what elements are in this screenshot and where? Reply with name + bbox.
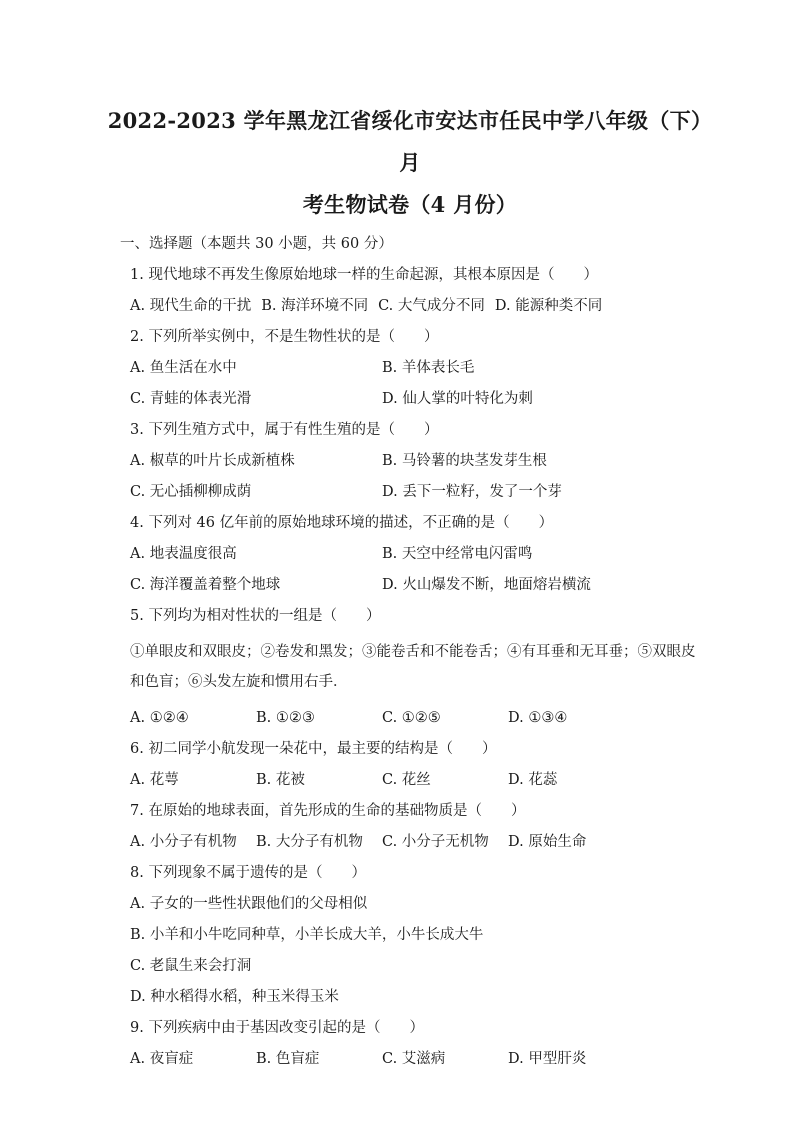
option-b: B. 天空中经常电闪雷鸣 [382, 546, 533, 562]
option-a: A. 花萼 [130, 772, 179, 788]
option-d: D. 能源种类不同 [494, 298, 603, 314]
option-c: C. 青蛙的体表光滑 [130, 391, 252, 407]
option-a: A. 夜盲症 [130, 1051, 194, 1067]
option-b: B. 大分子有机物 [256, 834, 363, 850]
question-options [130, 894, 690, 1007]
option-a: A. 子女的一些性状跟他们的父母相似 [130, 896, 368, 912]
section-heading: 一、选择题（本题共 30 小题，共 60 分） [120, 236, 393, 252]
question-1 [130, 265, 690, 316]
option-b: B. 羊体表长毛 [382, 360, 475, 376]
question-items: ①单眼皮和双眼皮；②卷发和黑发；③能卷舌和不能卷舌；④有耳垂和无耳垂；⑤双眼皮和色盲；⑥头发左旋和惯用右手． [130, 644, 696, 690]
question-options [130, 1049, 690, 1069]
option-d: D. 原始生命 [508, 834, 587, 850]
option-c: C. 花丝 [382, 772, 431, 788]
option-a: A. ①②④ [130, 710, 189, 726]
option-d: D. ①③④ [508, 710, 568, 726]
option-c: C. 大气成分不同 [378, 298, 485, 314]
question-stem: 6. 初二同学小航发现一朵花中，最主要的结构是（ ） [130, 741, 497, 757]
option-a: A. 椒草的叶片长成新植株 [130, 453, 295, 469]
option-b: B. 花被 [256, 772, 305, 788]
option-d: D. 火山爆发不断，地面熔岩横流 [382, 577, 591, 593]
question-stem: 1. 现代地球不再发生像原始地球一样的生命起源，其根本原因是（ ） [130, 267, 598, 283]
question-stem: 8. 下列现象不属于遗传的是（ ） [130, 865, 366, 881]
question-5 [130, 606, 696, 728]
question-options [130, 358, 690, 409]
option-a: A. 地表温度很高 [130, 546, 237, 562]
question-stem: 4. 下列对 46 亿年前的原始地球环境的描述，不正确的是（ ） [130, 515, 554, 531]
question-stem: 7. 在原始的地球表面，首先形成的生命的基础物质是（ ） [130, 803, 526, 819]
question-stem: 3. 下列生殖方式中，属于有性生殖的是（ ） [130, 422, 439, 438]
option-a: A. 现代生命的干扰 [130, 298, 252, 314]
option-d: D. 仙人掌的叶特化为刺 [382, 391, 533, 407]
exam-title-line-2: 考生物试卷（4 月份） [302, 192, 518, 217]
option-c: C. 海洋覆盖着整个地球 [130, 577, 281, 593]
exam-title [104, 100, 716, 226]
option-c: C. 老鼠生来会打洞 [130, 958, 252, 974]
option-b: B. ①②③ [256, 710, 315, 726]
option-b: B. 色盲症 [256, 1051, 320, 1067]
question-options [130, 770, 690, 790]
question-9 [130, 1018, 690, 1069]
option-d: D. 花蕊 [508, 772, 558, 788]
question-options [130, 544, 690, 595]
option-c: C. 艾滋病 [382, 1051, 446, 1067]
exam-title-line-1: 2022-2023 学年黑龙江省绥化市安达市任民中学八年级（下）月 [107, 108, 713, 175]
option-c: C. ①②⑤ [382, 710, 441, 726]
option-d: D. 甲型肝炎 [508, 1051, 587, 1067]
option-b: B. 海洋环境不同 [261, 298, 369, 314]
question-3 [130, 420, 690, 502]
question-4 [130, 513, 690, 595]
question-6 [130, 739, 690, 790]
option-d: D. 丢下一粒籽，发了一个芽 [382, 484, 562, 500]
option-a: A. 小分子有机物 [130, 834, 237, 850]
option-a: A. 鱼生活在水中 [130, 360, 237, 376]
option-b: B. 马铃薯的块茎发芽生根 [382, 453, 547, 469]
question-2 [130, 327, 690, 409]
question-stem: 2. 下列所举实例中，不是生物性状的是（ ） [130, 329, 439, 345]
option-c: C. 无心插柳柳成荫 [130, 484, 252, 500]
question-8 [130, 863, 690, 1007]
question-stem: 9. 下列疾病中由于基因改变引起的是（ ） [130, 1020, 424, 1036]
question-options [130, 451, 690, 502]
question-stem: 5. 下列均为相对性状的一组是（ ） [130, 608, 381, 624]
question-options [130, 708, 690, 728]
option-b: B. 小羊和小牛吃同种草，小羊长成大羊，小牛长成大牛 [130, 927, 484, 943]
question-options [130, 296, 690, 316]
option-c: C. 小分子无机物 [382, 834, 489, 850]
question-7 [130, 801, 690, 852]
question-options [130, 832, 690, 852]
option-d: D. 种水稻得水稻，种玉米得玉米 [130, 989, 339, 1005]
